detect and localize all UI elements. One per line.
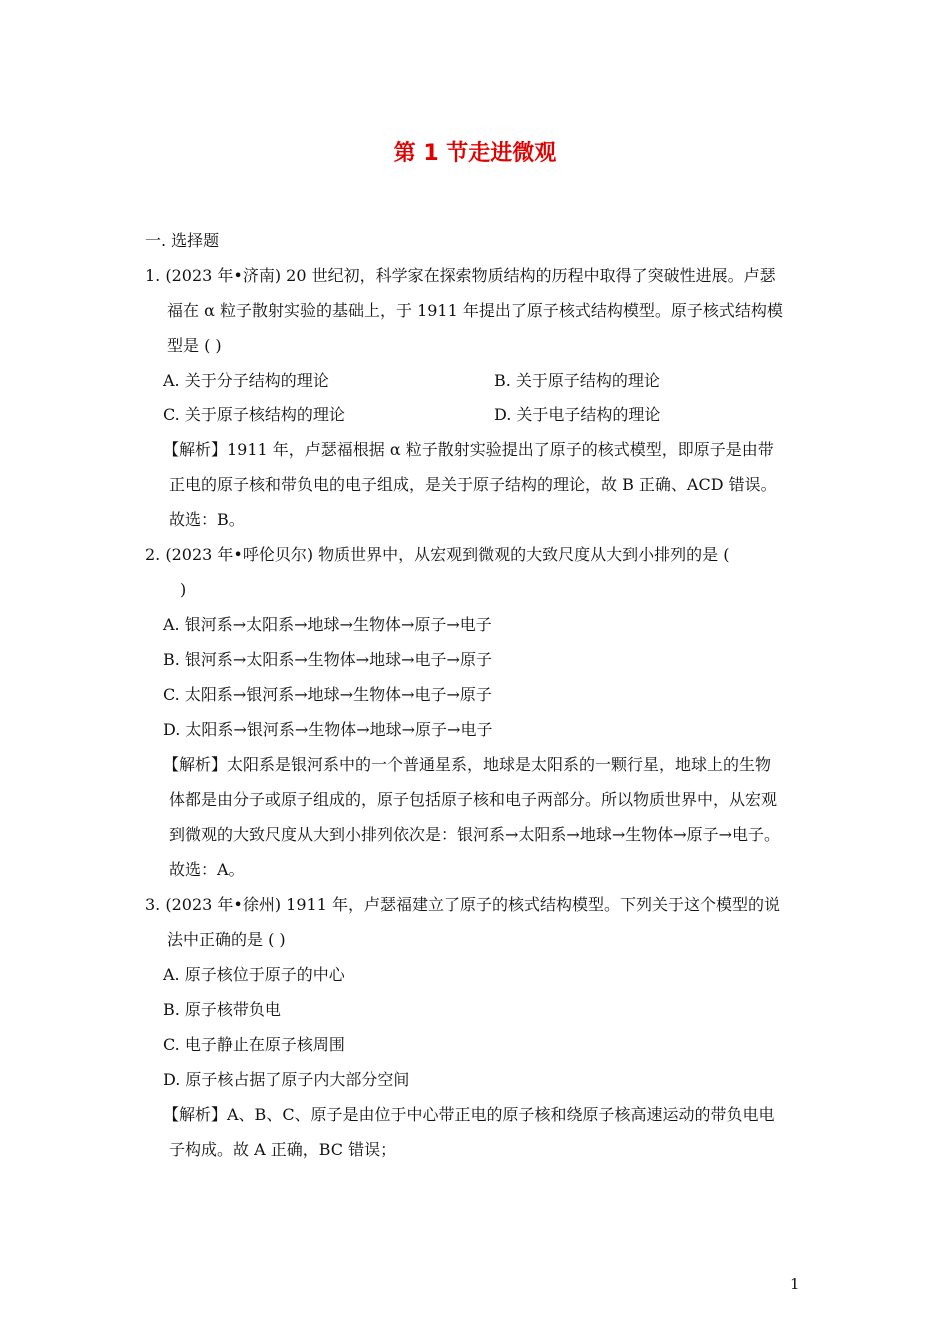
q3-stem-line2: 法中正确的是 ( ) (167, 930, 286, 949)
q2-analysis-line1: 【解析】太阳系是银河系中的一个普通星系，地球是太阳系的一颗行星，地球上的生物 (163, 755, 772, 774)
q2-analysis-line3: 到微观的大致尺度从大到小排列依次是：银河系→太阳系→地球→生物体→原子→电子。 (169, 825, 781, 844)
q1-analysis-line1: 【解析】1911 年，卢瑟福根据 α 粒子散射实验提出了原子的核式模型，即原子是由带 (163, 440, 774, 459)
q1-option-b: B. 关于原子结构的理论 (494, 371, 660, 390)
q1-option-a: A. 关于分子结构的理论 (163, 371, 329, 390)
q1-stem-line1: 1. (2023 年•济南) 20 世纪初，科学家在探索物质结构的历程中取得了突破性进展。卢瑟 (145, 266, 776, 285)
section-heading: 一. 选择题 (145, 231, 220, 250)
q1-stem-line3: 型是 ( ) (167, 336, 222, 355)
q3-analysis-line2: 子构成。故 A 正确，BC 错误； (169, 1140, 397, 1159)
q2-analysis-line2: 体都是由分子或原子组成的，原子包括原子核和电子两部分。所以物质世界中，从宏观 (169, 790, 778, 809)
q2-answer: 故选：A。 (169, 860, 245, 879)
q2-option-a: A. 银河系→太阳系→地球→生物体→原子→电子 (163, 615, 492, 634)
q3-option-c: C. 电子静止在原子核周围 (163, 1035, 345, 1054)
q2-stem-line1: 2. (2023 年•呼伦贝尔) 物质世界中，从宏观到微观的大致尺度从大到小排列的是 ( (145, 545, 730, 564)
page-number: 1 (790, 1275, 800, 1293)
page-title: 第 1 节走进微观 (393, 141, 557, 166)
q1-answer: 故选：B。 (169, 510, 245, 529)
q1-option-d: D. 关于电子结构的理论 (494, 405, 661, 424)
q1-stem-line2: 福在 α 粒子散射实验的基础上，于 1911 年提出了原子核式结构模型。原子核式结构模 (167, 301, 783, 320)
q2-option-b: B. 银河系→太阳系→生物体→地球→电子→原子 (163, 650, 492, 669)
q3-option-a: A. 原子核位于原子的中心 (163, 965, 345, 984)
q1-option-c: C. 关于原子核结构的理论 (163, 405, 345, 424)
q3-analysis-line1: 【解析】A、B、C、原子是由位于中心带正电的原子核和绕原子核高速运动的带负电电 (163, 1105, 775, 1124)
q3-option-d: D. 原子核占据了原子内大部分空间 (163, 1070, 410, 1089)
q2-stem-line2: ) (180, 580, 187, 599)
q2-option-d: D. 太阳系→银河系→生物体→地球→原子→电子 (163, 720, 493, 739)
q2-option-c: C. 太阳系→银河系→地球→生物体→电子→原子 (163, 685, 492, 704)
q1-analysis-line2: 正电的原子核和带负电的电子组成，是关于原子结构的理论，故 B 正确、ACD 错误。 (169, 475, 777, 494)
q3-stem-line1: 3. (2023 年•徐州) 1911 年，卢瑟福建立了原子的核式结构模型。下列关于这个模型的说 (145, 895, 780, 914)
q3-option-b: B. 原子核带负电 (163, 1000, 281, 1019)
